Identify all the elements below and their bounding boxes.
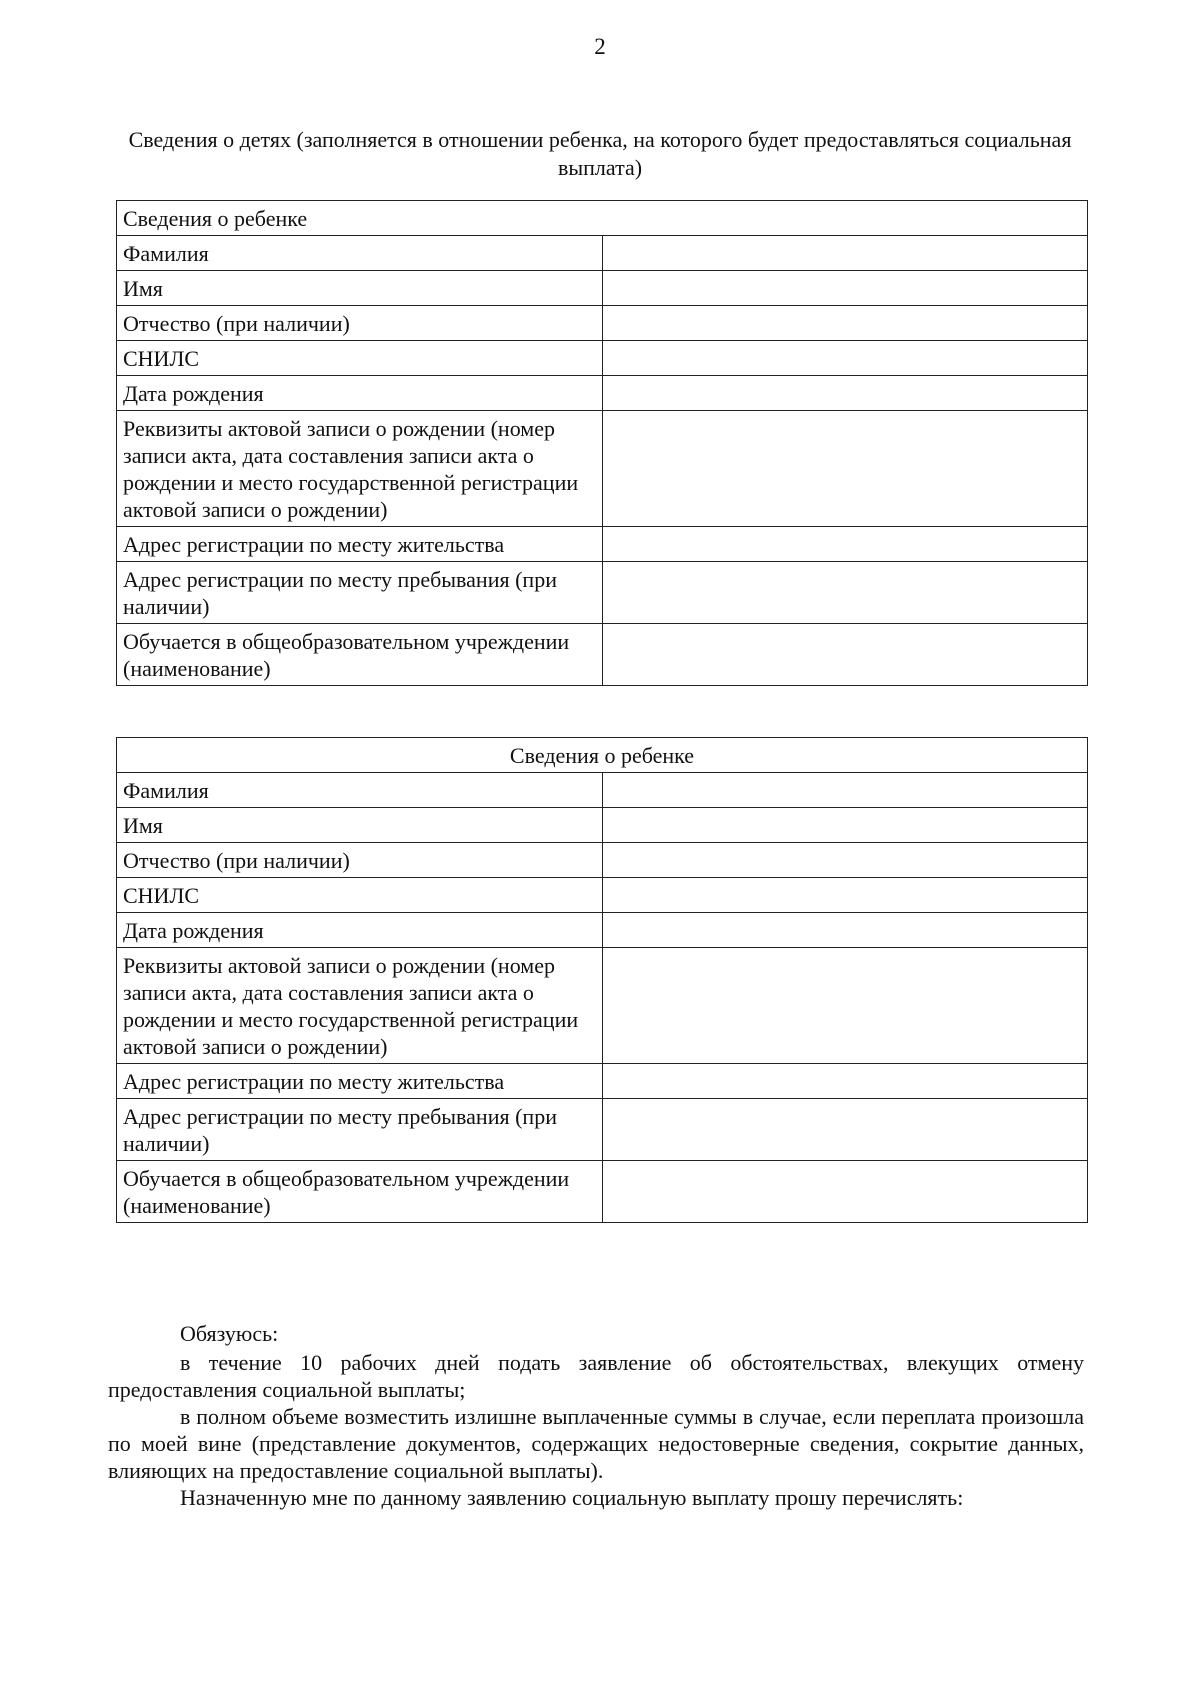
field-label: Реквизиты актовой записи о рождении (номер записи акта, дата составления записи акта о рождении и место государственной регистрации актовой записи о рождении) xyxy=(117,411,603,527)
field-value[interactable] xyxy=(602,1161,1088,1223)
field-value[interactable] xyxy=(602,773,1088,808)
field-value[interactable] xyxy=(602,562,1088,624)
table-row xyxy=(117,843,1088,878)
field-value[interactable] xyxy=(602,1099,1088,1161)
field-label: Дата рождения xyxy=(117,376,603,411)
field-value[interactable] xyxy=(602,948,1088,1064)
table-row xyxy=(117,411,1088,527)
table-row xyxy=(117,878,1088,913)
field-label: Фамилия xyxy=(117,236,603,271)
field-label: Отчество (при наличии) xyxy=(117,306,603,341)
table-row xyxy=(117,948,1088,1064)
table-row xyxy=(117,913,1088,948)
child-info-table-body-1 xyxy=(117,201,1088,686)
field-label: Адрес регистрации по месту пребывания (при наличии) xyxy=(117,1099,603,1161)
field-label: Обучается в общеобразовательном учреждении (наименование) xyxy=(117,624,603,686)
table-row xyxy=(117,271,1088,306)
field-value[interactable] xyxy=(602,913,1088,948)
section-row xyxy=(117,738,1088,773)
pledge-item-1: в течение 10 рабочих дней подать заявление об обстоятельствах, влекущих отмену предоставления социальной выплаты; xyxy=(108,1350,1084,1402)
child-info-table-1 xyxy=(116,200,1088,686)
pledge-item-2: в полном объеме возместить излишне выплаченные суммы в случае, если переплата произошла по моей вине (представление документов, содержащих недостоверные сведения, сокрытие данных, влияющих на предоставление социальной выплаты). xyxy=(108,1404,1084,1483)
table-row xyxy=(117,236,1088,271)
field-label: Адрес регистрации по месту жительства xyxy=(117,527,603,562)
table-row xyxy=(117,1161,1088,1223)
pledge-lead: Обязуюсь: xyxy=(180,1321,279,1346)
table-row xyxy=(117,624,1088,686)
field-label: Обучается в общеобразовательном учреждении (наименование) xyxy=(117,1161,603,1223)
table-row xyxy=(117,341,1088,376)
field-label: Отчество (при наличии) xyxy=(117,843,603,878)
pledge-closing: Назначенную мне по данному заявлению социальную выплату прошу перечислять: xyxy=(180,1485,964,1510)
field-value[interactable] xyxy=(602,341,1088,376)
field-value[interactable] xyxy=(602,843,1088,878)
field-label: СНИЛС xyxy=(117,878,603,913)
field-value[interactable] xyxy=(602,376,1088,411)
page-number: 2 xyxy=(594,34,606,59)
child-info-table-body-2 xyxy=(117,738,1088,1223)
field-value[interactable] xyxy=(602,236,1088,271)
table-row xyxy=(117,306,1088,341)
child-info-table-2 xyxy=(116,737,1088,1223)
field-label: Дата рождения xyxy=(117,913,603,948)
field-value[interactable] xyxy=(602,624,1088,686)
table-row xyxy=(117,808,1088,843)
section-heading: Сведения о детях (заполняется в отношении ребенка, на которого будет предоставляться социальная выплата) xyxy=(128,127,1072,180)
field-label: Адрес регистрации по месту пребывания (при наличии) xyxy=(117,562,603,624)
field-value[interactable] xyxy=(602,411,1088,527)
table-row xyxy=(117,562,1088,624)
field-value[interactable] xyxy=(602,306,1088,341)
table-row xyxy=(117,773,1088,808)
section-row xyxy=(117,201,1088,236)
pledge-block xyxy=(108,1320,1084,1511)
field-value[interactable] xyxy=(602,808,1088,843)
field-label: Имя xyxy=(117,271,603,306)
table-row xyxy=(117,376,1088,411)
table-row xyxy=(117,1064,1088,1099)
section-title: Сведения о ребенке xyxy=(117,738,1088,773)
field-label: Адрес регистрации по месту жительства xyxy=(117,1064,603,1099)
table-row xyxy=(117,1099,1088,1161)
field-label: Фамилия xyxy=(117,773,603,808)
field-label: СНИЛС xyxy=(117,341,603,376)
table-row xyxy=(117,527,1088,562)
field-label: Реквизиты актовой записи о рождении (номер записи акта, дата составления записи акта о рождении и место государственной регистрации актовой записи о рождении) xyxy=(117,948,603,1064)
field-value[interactable] xyxy=(602,878,1088,913)
field-value[interactable] xyxy=(602,271,1088,306)
field-value[interactable] xyxy=(602,1064,1088,1099)
field-value[interactable] xyxy=(602,527,1088,562)
section-title: Сведения о ребенке xyxy=(117,201,1088,236)
field-label: Имя xyxy=(117,808,603,843)
